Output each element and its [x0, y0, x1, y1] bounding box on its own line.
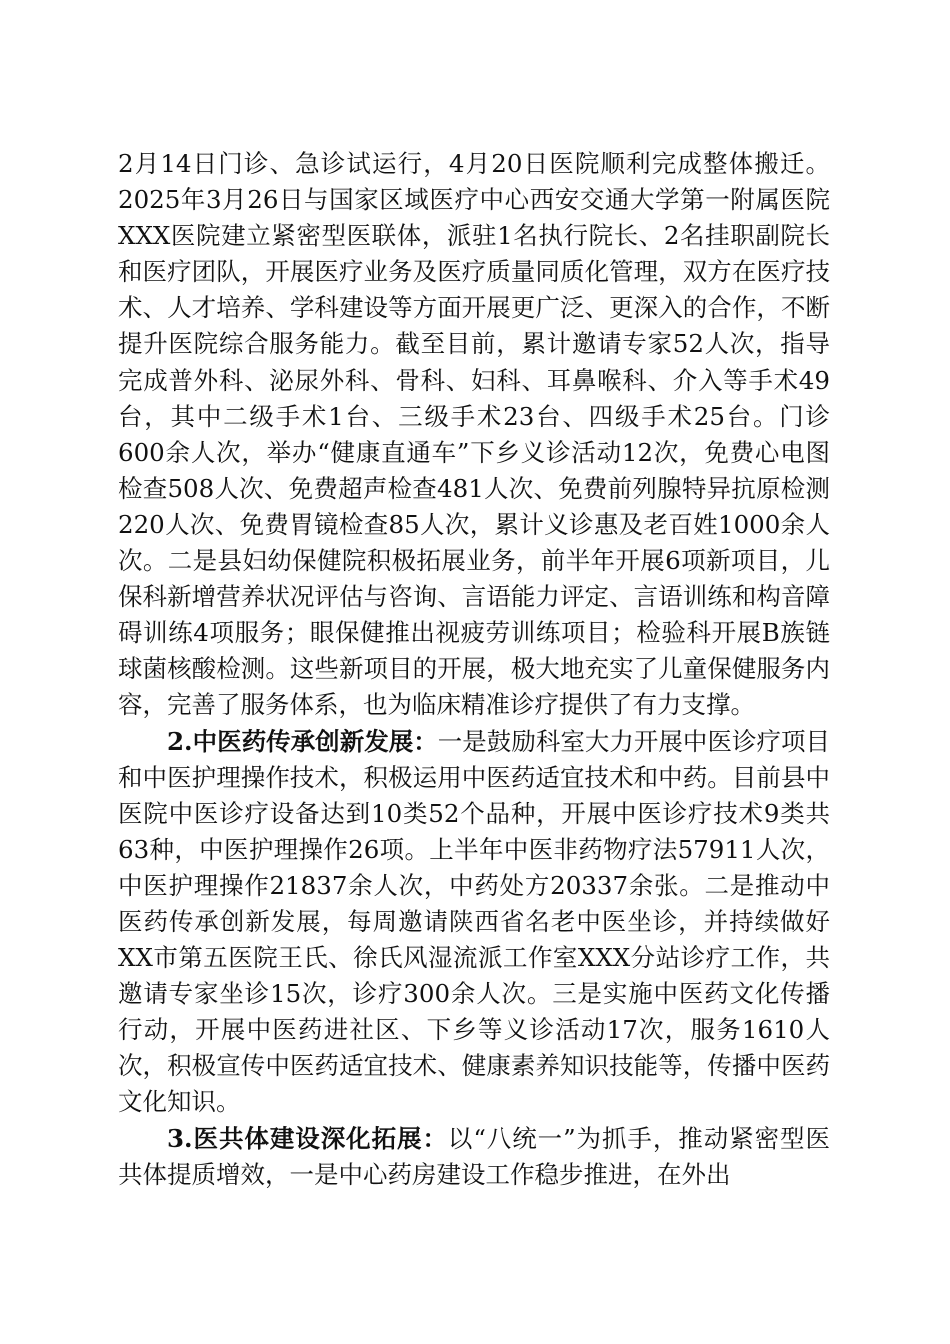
paragraph-text: 一是鼓励科室大力开展中医诊疗项目和中医护理操作技术，积极运用中医药适宜技术和中药。目前县中医院中医诊疗设备达到10类52个品种，开展中医诊疗技术9类共63种，中医护理操作26项。上半年中医非药物疗法57911人次，中医护理操作21837余人次，中药处方20337余张。二是推动中医药传承创新发展，每周邀请陕西省名老中医坐诊，并持续做好XX市第五医院王氏、徐氏风湿流派工作室XXX分站诊疗工作，共邀请专家坐诊15次，诊疗300余人次。三是实施中医药文化传播行动，开展中医药进社区、下乡等义诊活动17次，服务1610人次，积极宣传中医药适宜技术、健康素养知识技能等，传播中医药文化知识。	[118, 726, 831, 1117]
paragraph-text: 以“八统一”为抓手，推动紧密型医共体提质增效，一是中心药房建设工作稳步推进，在外出	[118, 1123, 830, 1189]
document-body	[118, 146, 830, 1193]
paragraph-tcm-development	[118, 724, 830, 1121]
paragraph-medical-community	[118, 1121, 830, 1193]
paragraph-text: 2月14日门诊、急诊试运行，4月20日医院顺利完成整体搬迁。2025年3月26日与国家区域医疗中心西安交通大学第一附属医院XXX医院建立紧密型医联体，派驻1名执行院长、2名挂职副院长和医疗团队，开展医疗业务及医疗质量同质化管理，双方在医疗技术、人才培养、学科建设等方面开展更广泛、更深入的合作，不断提升医院综合服务能力。截至目前，累计邀请专家52人次，指导完成普外科、泌尿外科、骨科、妇科、耳鼻喉科、介入等手术49台，其中二级手术1台、三级手术23台、四级手术25台。门诊600余人次，举办“健康直通车”下乡义诊活动12次，免费心电图检查508人次、免费超声检查481人次、免费前列腺特异抗原检测220人次、免费胃镜检查85人次，累计义诊惠及老百姓1000余人次。二是县妇幼保健院积极拓展业务，前半年开展6项新项目，儿保科新增营养状况评估与咨询、言语能力评定、言语训练和构音障碍训练4项服务；眼保健推出视疲劳训练项目；检验科开展B族链球菌核酸检测。这些新项目的开展，极大地充实了儿童保健服务内容，完善了服务体系，也为临床精准诊疗提供了有力支撑。	[118, 149, 830, 720]
paragraph-continuation	[118, 146, 830, 724]
paragraph-heading: 2.中医药传承创新发展：	[167, 726, 438, 756]
paragraph-heading: 3.医共体建设深化拓展：	[167, 1123, 448, 1153]
